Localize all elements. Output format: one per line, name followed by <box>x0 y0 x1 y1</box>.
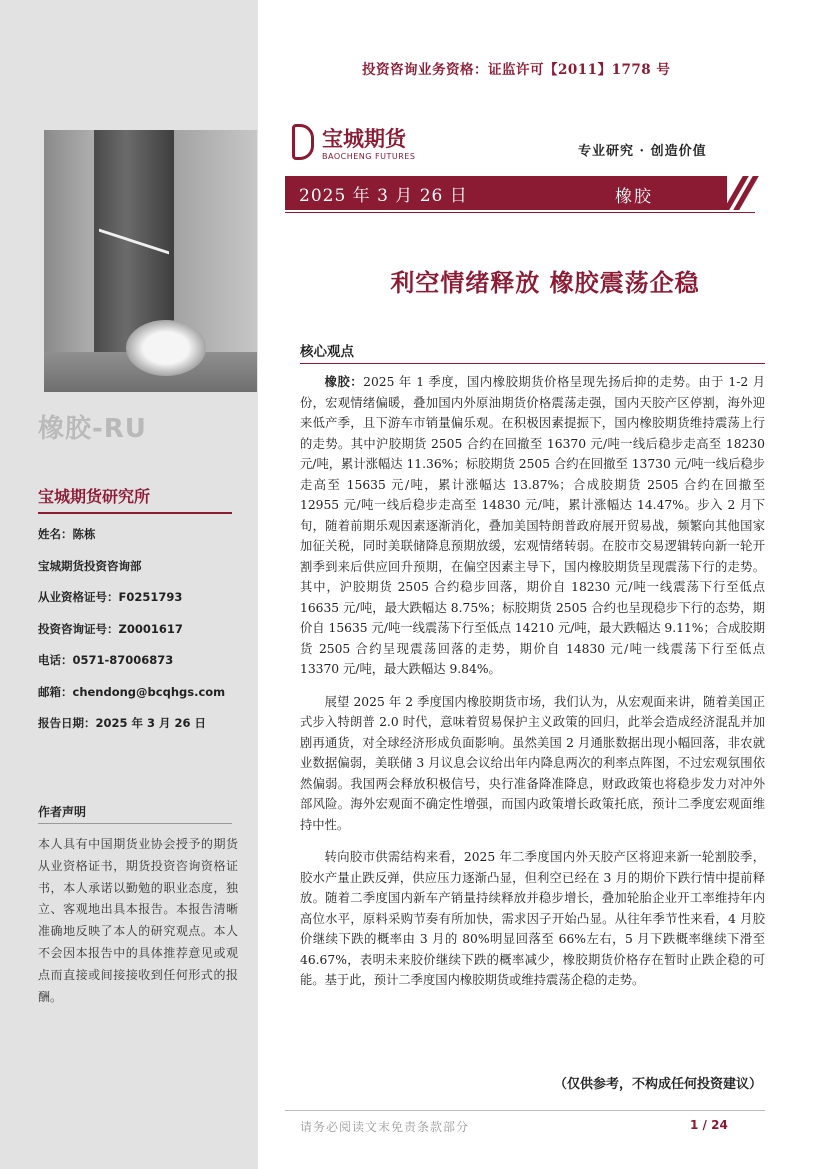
department: 宝城期货投资咨询部 <box>38 558 142 573</box>
page-number: 1 / 24 <box>690 1118 728 1132</box>
sidebar <box>0 0 258 1169</box>
report-body <box>300 372 765 1003</box>
report-date-banner: 2025 年 3 月 26 日 <box>299 186 468 206</box>
paragraph <box>300 692 765 836</box>
paragraph-lead: 橡胶： <box>324 374 364 389</box>
category-label: 橡胶 <box>615 187 653 207</box>
rubber-tree-photo <box>44 130 257 392</box>
consulting-number: 投资咨询证号：Z0001617 <box>38 621 183 636</box>
report-date: 报告日期：2025 年 3 月 26 日 <box>38 716 207 730</box>
footer-notice: 请务必阅读文末免责条款部分 <box>300 1120 470 1134</box>
phone: 电话：0571-87006873 <box>38 653 174 667</box>
logo-b-icon <box>292 124 314 160</box>
slogan: 专业研究 · 创造价值 <box>578 144 707 159</box>
company-logo <box>292 124 432 166</box>
report-title: 利空情绪释放 橡胶震荡企稳 <box>390 269 700 297</box>
qualification-number: 从业资格证号：F0251793 <box>38 590 183 604</box>
paragraph-text: 展望 2025 年 2 季度国内橡胶期货市场，我们认为，从宏观面来讲，随着美国正式步入特朗普 2.0 时代，意味着贸易保护主义政策的回归，此举会造成经济混乱并加剧再通货，对全球经济形成负面影响。虽然美国 2 月通胀数据出现小幅回落，非农就业数据偏弱，美联储 3 月议息会议给出年内降息两次的利率点阵图，不过宏观氛围依然偏弱。我国两会释放积极信号，央行准备降准降息，财政政策也将稳步发力对冲外部风险。海外宏观面不确定性增强，而国内政策增长政策托底，预计二季度宏观面维持中性。 <box>300 694 765 832</box>
disclaimer: （仅供参考，不构成任何投资建议） <box>553 1077 762 1092</box>
product-code: 橡胶-RU <box>38 414 147 444</box>
logo-en: BAOCHENG FUTURES <box>322 152 416 161</box>
paragraph-text: 2025 年 1 季度，国内橡胶期货价格呈现先扬后抑的走势。由于 1-2 月份，宏观情绪偏暖，叠加国内外原油期货价格震荡走强，国内天胶产区停割，海外迎来低产季，且下游车市销量偏乐观。在积极因素提振下，国内橡胶期货维持震荡上行的走势。其中沪胶期货 2505 合约在回撤至 16370 元/吨一线后稳步走高至 18230 元/吨，累计涨幅达 11.36%；标胶期货 2505 合约在回撤至 13730 元/吨一线后稳步走高至 15635 元/吨，累计涨幅达 13.87%；合成胶期货 2505 合约在回撤至 12955 元/吨一线后稳步走高至 14830 元/吨，累计涨幅达 14.47%。步入 2 月下旬，随着前期乐观因素逐渐消化，叠加美国特朗普政府展开贸易战，频繁向其他国家加征关税，同时美联储降息预期放缓，宏观情绪转弱。在胶市交易逻辑转向新一轮开割季到来后供应回升预期，在偏空因素主导下，国内橡胶期货呈现震荡下行的走势。其中，沪胶期货 2505 合约稳步回落，期价自 18230 元/吨一线震荡下行至低点 16635 元/吨，最大跌幅达 8.75%；标胶期货 2505 合约也呈现稳步下行的态势，期价自 15635 元/吨一线震荡下行至低点 14210 元/吨，最大跌幅达 9.11%；合成胶期货 2505 合约呈现震荡回落的走势，期价自 14830 元/吨一线震荡下行至低点 13370 元/吨，最大跌幅达 9.84%。 <box>300 375 765 676</box>
declaration-text: 本人具有中国期货业协会授予的期货从业资格证书，期货投资咨询资格证书，本人承诺以勤勉的职业态度，独立、客观地出具本报告。本报告清晰准确地反映了本人的研究观点。本人不会因本报告中的具体推荐意见或观点而直接或间接接收到任何形式的报酬。 <box>38 837 238 1004</box>
paragraph <box>300 847 765 991</box>
logo-cn: 宝城期货 <box>322 127 406 151</box>
paragraph <box>300 372 765 680</box>
institute-name: 宝城期货研究所 <box>38 487 151 506</box>
footer-divider <box>285 1110 765 1111</box>
banner-underline <box>285 212 755 213</box>
section-title: 核心观点 <box>300 344 354 360</box>
date-banner <box>285 176 755 214</box>
declaration-divider <box>38 823 232 824</box>
latex-cup <box>126 320 206 376</box>
section-divider <box>300 363 765 364</box>
analyst-name: 姓名：陈栋 <box>38 527 96 541</box>
paragraph-text: 转向胶市供需结构来看，2025 年二季度国内外天胶产区将迎来新一轮割胶季，胶水产量止跌反弹，供应压力逐渐凸显，但利空已经在 3 月的期价下跌行情中提前释放。随着二季度国内新车产销量持续释放并稳步增长，叠加轮胎企业开工率维持年内高位水平，原料采购节奏有所加快，需求因子开始凸显。从往年季节性来看，4 月胶价继续下跌的概率由 3 月的 80%明显回落至 66%左右，5 月下跌概率继续下滑至 46.67%，表明未来胶价继续下跌的概率减少，橡胶期货价格存在暂时止跌企稳的可能。基于此，预计二季度国内橡胶期货或维持震荡企稳的走势。 <box>300 850 765 987</box>
license-text: 投资咨询业务资格：证监许可【2011】1778 号 <box>362 62 671 78</box>
institute-divider <box>38 512 232 514</box>
email[interactable]: 邮箱：chendong@bcqhgs.com <box>38 684 226 699</box>
declaration-title: 作者声明 <box>38 805 87 819</box>
analyst-info <box>38 527 253 748</box>
